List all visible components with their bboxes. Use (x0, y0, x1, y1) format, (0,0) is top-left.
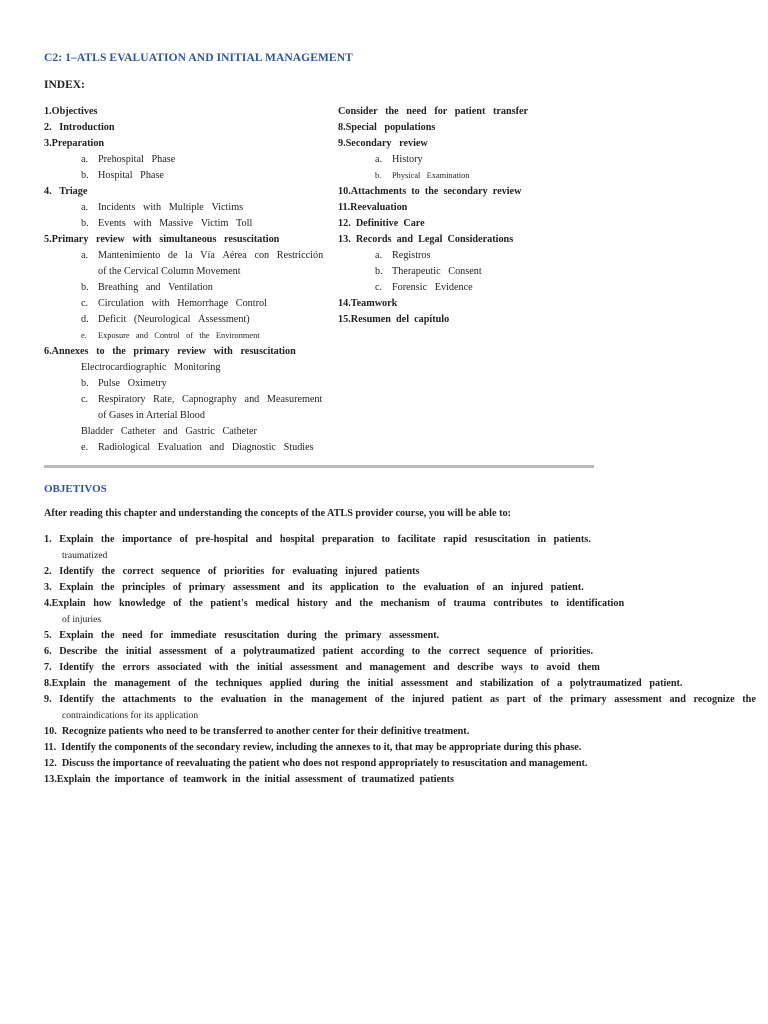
list-marker: b. (375, 171, 382, 180)
index-right-item: 10.Attachments to the secondary review (338, 186, 522, 197)
index-right-item: 13. Records and Legal Considerations (338, 234, 514, 245)
index-left-subitem: Bladder Catheter and Gastric Catheter (81, 426, 257, 437)
index-right-subitem (338, 152, 548, 168)
objective-item: 6. Describe the initial assessment of a polytraumatized patient according to the correct sequence of priorities. (44, 646, 594, 657)
list-marker: e. (81, 442, 89, 453)
index-subitem-label: Prehospital Phase (98, 154, 176, 165)
index-left-subitem (44, 216, 344, 232)
list-marker: b. (81, 378, 89, 389)
objective-item: 9. Identify the attachments to the evaluation in the management of the injured patient as part of the primary assessment and recognize the (44, 694, 756, 705)
objectives-intro: After reading this chapter and understanding the concepts of the ATLS provider course, you will be able to: (44, 508, 511, 519)
index-left-subitem: Electrocardiographic Monitoring (81, 362, 221, 373)
objective-item: 2. Identify the correct sequence of priorities for evaluating injured patients (44, 566, 420, 577)
objective-item: 12. Discuss the importance of reevaluating the patient who does not respond appropriately to resuscitation and management. (44, 758, 588, 769)
index-subitem-label: Hospital Phase (98, 170, 164, 181)
index-right-item: 11.Reevaluation (338, 202, 408, 213)
index-left-subitem (44, 296, 344, 312)
objective-item: 5. Explain the need for immediate resuscitation during the primary assessment. (44, 630, 440, 641)
index-left-subitem (44, 280, 344, 296)
list-marker: a. (375, 250, 383, 261)
objective-item: 13.Explain the importance of teamwork in the initial assessment of traumatized patients (44, 774, 455, 785)
list-marker: c. (81, 394, 89, 405)
index-right-subitem (338, 264, 548, 280)
index-left-subitem (44, 200, 344, 216)
index-left-subitem (44, 312, 344, 328)
index-subitem-label: Pulse Oximetry (98, 378, 167, 389)
index-right-item: 14.Teamwork (338, 298, 398, 309)
index-left-item: 3.Preparation (44, 138, 105, 149)
list-marker: c. (375, 282, 383, 293)
index-right-item: 15.Resumen del capítulo (338, 314, 450, 325)
objective-continuation: of injuries (62, 614, 102, 625)
index-left-subitem (44, 392, 344, 408)
index-left-continuation: of the Cervical Column Movement (98, 266, 241, 277)
section-divider (44, 465, 594, 468)
list-marker: b. (375, 266, 383, 277)
index-right-item: Consider the need for patient transfer (338, 106, 529, 117)
index-left-subitem (44, 440, 344, 456)
objectives-list (44, 532, 768, 788)
index-subitem-label: Exposure and Control of the Environment (98, 331, 260, 340)
index-left-column (44, 104, 344, 456)
list-marker: a. (375, 154, 383, 165)
objective-item: 1. Explain the importance of pre-hospital and hospital preparation to facilitate rapid resuscitation in patients. (44, 534, 591, 545)
list-marker: d. (81, 314, 89, 325)
index-label: INDEX: (44, 79, 85, 91)
objective-item: 4.Explain how knowledge of the patient's medical history and the mechanism of trauma contributes to identification (44, 598, 625, 609)
list-marker: a. (81, 202, 89, 213)
index-left-item: 6.Annexes to the primary review with resuscitation (44, 346, 296, 357)
index-subitem-label: History (392, 154, 423, 165)
index-right-subitem (338, 248, 548, 264)
list-marker: b. (81, 170, 89, 181)
index-left-item: 4. Triage (44, 186, 88, 197)
index-left-item: 1.Objectives (44, 106, 98, 117)
index-left-subitem (44, 248, 344, 264)
list-marker: a. (81, 250, 89, 261)
objective-item: 7. Identify the errors associated with the initial assessment and management and describe ways to avoid them (44, 662, 600, 673)
list-marker: b. (81, 218, 89, 229)
objective-continuation: contraindications for its application (62, 710, 199, 721)
objective-item: 11. Identify the components of the secondary review, including the annexes to it, that may be appropriate during this phase. (44, 742, 582, 753)
index-right-subitem (338, 168, 548, 184)
index-left-item: 2. Introduction (44, 122, 115, 133)
index-subitem-label: Breathing and Ventilation (98, 282, 213, 293)
index-subitem-label: Physical Examination (392, 171, 470, 180)
index-subitem-label: Respiratory Rate, Capnography and Measurement (98, 394, 323, 405)
document-title: C2: 1–ATLS EVALUATION AND INITIAL MANAGEMENT (44, 52, 353, 64)
index-right-item: 12. Definitive Care (338, 218, 425, 229)
index-left-subitem (44, 152, 344, 168)
index-right-subitem (338, 280, 548, 296)
objectives-heading: OBJETIVOS (44, 483, 107, 495)
objective-item: 10. Recognize patients who need to be transferred to another center for their definitive treatment. (44, 726, 470, 737)
index-right-column (338, 104, 548, 328)
index-subitem-label: Circulation with Hemorrhage Control (98, 298, 267, 309)
index-subitem-label: Incidents with Multiple Victims (98, 202, 244, 213)
index-right-item: 8.Special populations (338, 122, 436, 133)
index-subitem-label: Therapeutic Consent (392, 266, 482, 277)
index-left-subitem (44, 328, 344, 344)
list-marker: e. (81, 331, 87, 340)
list-marker: a. (81, 154, 89, 165)
objective-item: 3. Explain the principles of primary assessment and its application to the evaluation of an injured patient. (44, 582, 584, 593)
index-right-item: 9.Secondary review (338, 138, 428, 149)
index-subitem-label: Radiological Evaluation and Diagnostic Studies (98, 442, 314, 453)
index-subitem-label: Registros (392, 250, 431, 261)
index-subitem-label: Events with Massive Victim Toll (98, 218, 253, 229)
index-subitem-label: Forensic Evidence (392, 282, 473, 293)
index-left-subitem (44, 168, 344, 184)
list-marker: c. (81, 298, 89, 309)
objective-continuation: traumatized (62, 550, 108, 561)
index-left-subitem (44, 376, 344, 392)
index-left-continuation: of Gases in Arterial Blood (98, 410, 205, 421)
index-left-item: 5.Primary review with simultaneous resuscitation (44, 234, 280, 245)
list-marker: b. (81, 282, 89, 293)
objective-item: 8.Explain the management of the techniques applied during the initial assessment and stabilization of a polytraumatized patient. (44, 678, 683, 689)
index-subitem-label: Deficit (Neurological Assessment) (98, 314, 250, 325)
index-subitem-label: Mantenimiento de la Vía Aérea con Restricción (98, 250, 324, 261)
